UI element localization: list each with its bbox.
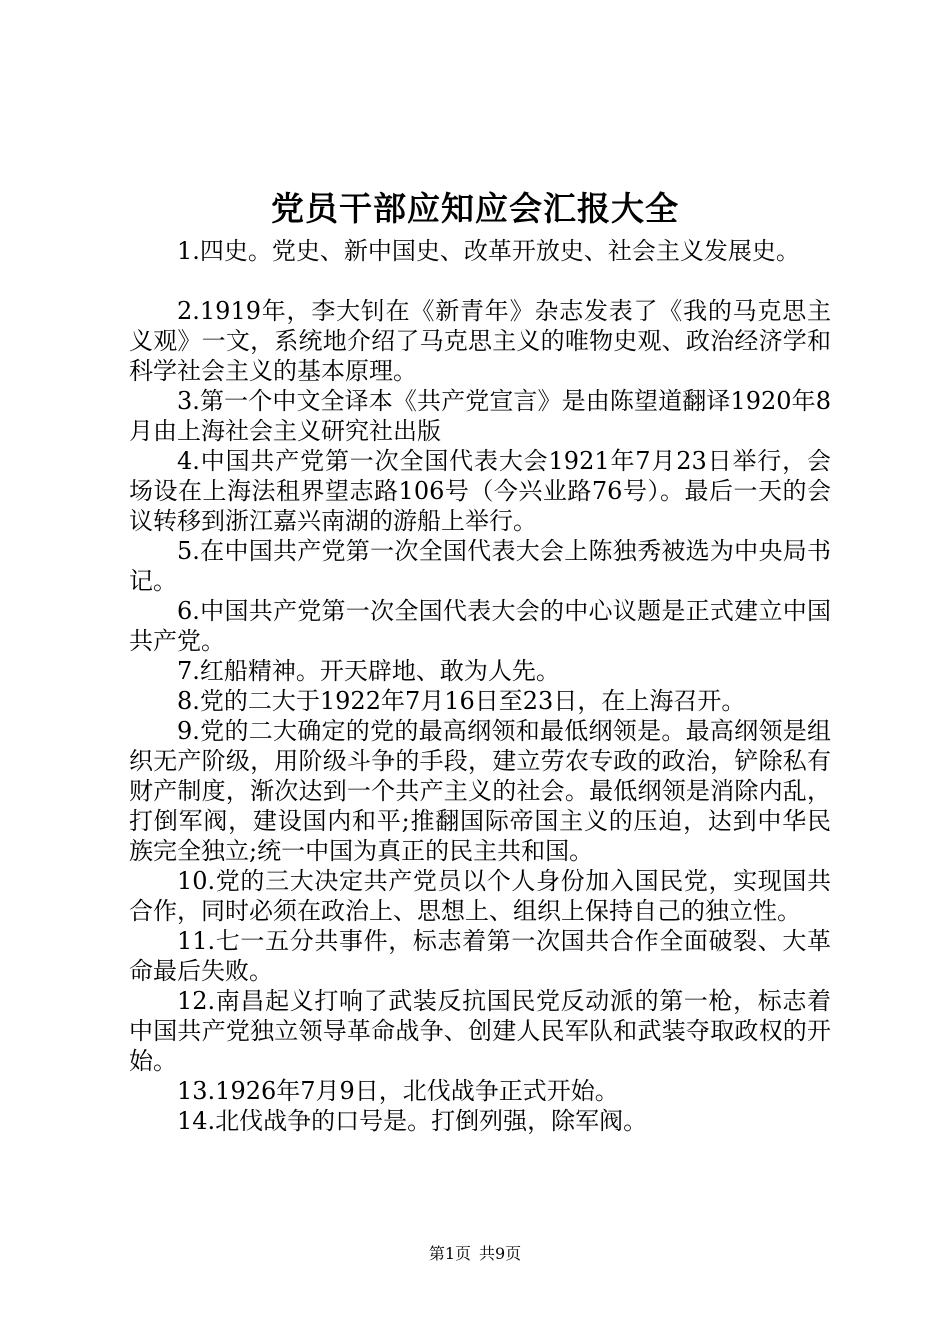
paragraph-4: 4.中国共产党第一次全国代表大会1921年7月23日举行，会场设在上海法租界望志路106号（今兴业路76号）。最后一天的会议转移到浙江嘉兴南湖的游船上举行。 bbox=[129, 447, 831, 535]
paragraph-13: 13.1926年7月9日，北伐战争正式开始。 bbox=[177, 1077, 619, 1105]
page-footer bbox=[0, 1243, 950, 1265]
paragraph-11: 11.七一五分共事件，标志着第一次国共合作全面破裂、大革命最后失败。 bbox=[129, 927, 831, 985]
paragraph-6: 6.中国共产党第一次全国代表大会的中心议题是正式建立中国共产党。 bbox=[129, 597, 831, 655]
document-body bbox=[129, 236, 831, 1136]
page-total: 共9页 bbox=[479, 1244, 522, 1263]
paragraph-2: 2.1919年，李大钊在《新青年》杂志发表了《我的马克思主义观》一文，系统地介绍了马克思主义的唯物史观、政治经济学和科学社会主义的基本原理。 bbox=[129, 297, 831, 385]
paragraph-14: 14.北伐战争的口号是。打倒列强，除军阀。 bbox=[177, 1107, 648, 1135]
paragraph-9: 9.党的二大确定的党的最高纲领和最低纲领是。最高纲领是组织无产阶级，用阶级斗争的手段，建立劳农专政的政治，铲除私有财产制度，渐次达到一个共产主义的社会。最低纲领是消除内乱，打倒军阀，建设国内和平;推翻国际帝国主义的压迫，达到中华民族完全独立;统一中国为真正的民主共和国。 bbox=[129, 717, 831, 865]
paragraph-1: 1.四史。党史、新中国史、改革开放史、社会主义发展史。 bbox=[177, 237, 800, 265]
page-number: 第1页 bbox=[428, 1244, 471, 1263]
paragraph-10: 10.党的三大决定共产党员以个人身份加入国民党，实现国共合作，同时必须在政治上、思想上、组织上保持自己的独立性。 bbox=[129, 867, 831, 925]
document-title: 党员干部应知应会汇报大全 bbox=[271, 189, 679, 228]
paragraph-3: 3.第一个中文全译本《共产党宣言》是由陈望道翻译1920年8月由上海社会主义研究社出版 bbox=[129, 387, 831, 445]
paragraph-5: 5.在中国共产党第一次全国代表大会上陈独秀被选为中央局书记。 bbox=[129, 537, 831, 595]
paragraph-8: 8.党的二大于1922年7月16日至23日，在上海召开。 bbox=[177, 687, 746, 715]
paragraph-7: 7.红船精神。开天辟地、敢为人先。 bbox=[177, 657, 560, 685]
paragraph-12: 12.南昌起义打响了武装反抗国民党反动派的第一枪，标志着中国共产党独立领导革命战争、创建人民军队和武装夺取政权的开始。 bbox=[129, 987, 831, 1075]
